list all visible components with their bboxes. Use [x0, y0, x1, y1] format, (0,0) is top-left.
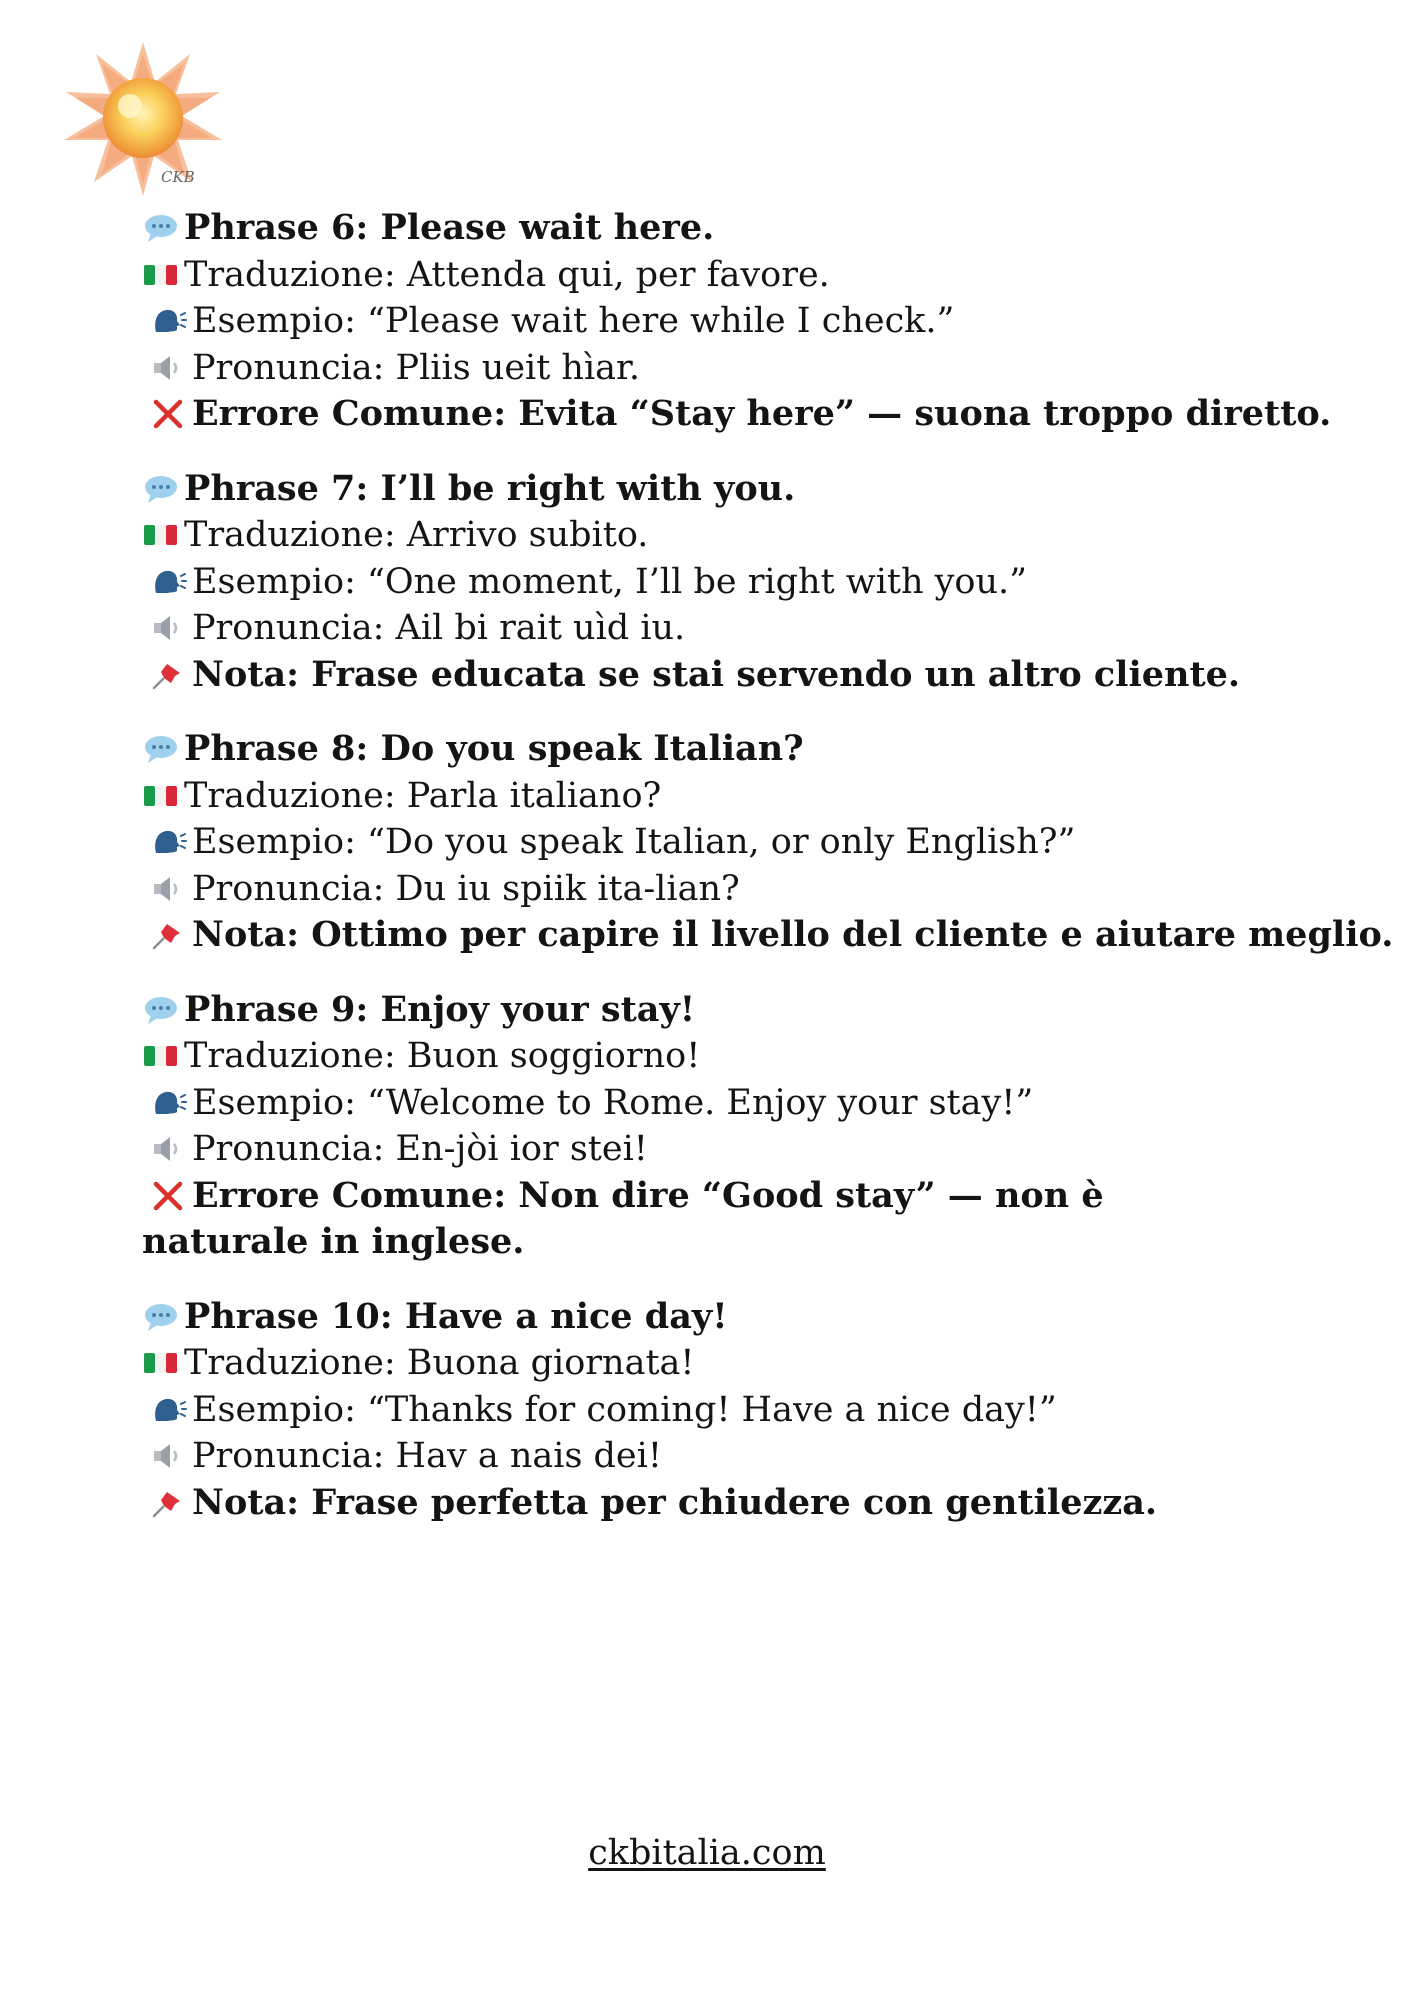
italian-flag-icon — [142, 781, 180, 811]
speaking-head-icon — [150, 306, 188, 336]
phrase-block-6 — [142, 205, 1332, 438]
translation-text: Traduzione: Parla italiano? — [184, 775, 662, 816]
cross-mark-icon — [150, 399, 188, 429]
phrase-block-10 — [142, 1294, 1272, 1527]
phrase-block-8 — [142, 726, 1394, 959]
phrase-title: Phrase 10: Have a nice day! — [184, 1295, 728, 1337]
speaking-head-icon — [150, 1088, 188, 1118]
pronunciation-line — [142, 1433, 1272, 1480]
pronunciation-line — [142, 1126, 1272, 1173]
translation-line — [142, 1340, 1272, 1387]
translation-text: Traduzione: Buona giornata! — [184, 1343, 695, 1383]
phrase-title-line — [142, 1294, 1272, 1341]
italian-flag-icon — [142, 1348, 180, 1378]
pronunciation-line — [142, 866, 1272, 913]
note-text: Nota: Ottimo per capire il livello del cliente e aiutare meglio. — [192, 914, 1394, 955]
footer — [0, 1830, 1414, 1876]
pushpin-icon — [150, 1488, 188, 1518]
note-line — [142, 912, 1394, 959]
phrase-list — [142, 205, 1394, 1554]
note-line — [142, 652, 1272, 699]
translation-text: Traduzione: Arrivo subito. — [184, 515, 649, 555]
phrase-title-line — [142, 205, 1272, 252]
speaker-icon — [150, 874, 188, 904]
speech-balloon-icon — [142, 474, 180, 504]
italian-flag-icon — [142, 1041, 180, 1071]
example-line — [142, 298, 1272, 345]
note-text: Nota: Frase perfetta per chiudere con gentilezza. — [192, 1481, 1158, 1523]
website-link[interactable]: ckbitalia.com — [588, 1833, 826, 1873]
example-text: Esempio: “Please wait here while I check.” — [192, 301, 955, 341]
speech-balloon-icon — [142, 734, 180, 764]
pushpin-icon — [150, 660, 188, 690]
speaking-head-icon — [150, 567, 188, 597]
translation-line — [142, 252, 1272, 299]
pronunciation-line — [142, 605, 1272, 652]
note-line — [142, 1480, 1272, 1527]
pronunciation-text: Pronuncia: Ail bi rait uìd iu. — [192, 608, 686, 648]
example-line — [142, 1387, 1272, 1434]
phrase-title: Phrase 6: Please wait here. — [184, 207, 715, 248]
pronunciation-text: Pronuncia: En-jòi ior stei! — [192, 1129, 648, 1169]
common-error-line — [142, 391, 1332, 438]
common-error-text: Errore Comune: Evita “Stay here” — suona troppo diretto. — [192, 393, 1332, 434]
translation-line — [142, 1033, 1272, 1080]
example-line — [142, 819, 1272, 866]
speaking-head-icon — [150, 1395, 188, 1425]
phrase-block-9 — [142, 987, 1272, 1266]
pronunciation-line — [142, 345, 1272, 392]
phrase-title: Phrase 8: Do you speak Italian? — [184, 728, 804, 769]
phrase-title: Phrase 9: Enjoy your stay! — [184, 988, 696, 1030]
phrase-title: Phrase 7: I’ll be right with you. — [184, 467, 796, 509]
speaking-head-icon — [150, 827, 188, 857]
speaker-icon — [150, 613, 188, 643]
phrase-title-line — [142, 987, 1272, 1034]
speech-balloon-icon — [142, 213, 180, 243]
translation-text: Traduzione: Buon soggiorno! — [184, 1036, 701, 1076]
pronunciation-text: Pronuncia: Hav a nais dei! — [192, 1436, 662, 1476]
speaker-icon — [150, 353, 188, 383]
speech-balloon-icon — [142, 995, 180, 1025]
phrase-title-line — [142, 466, 1272, 513]
italian-flag-icon — [142, 520, 180, 550]
speaker-icon — [150, 1441, 188, 1471]
cross-mark-icon — [150, 1181, 188, 1211]
phrase-title-line — [142, 726, 1272, 773]
example-line — [142, 1080, 1272, 1127]
example-text: Esempio: “Thanks for coming! Have a nice day!” — [192, 1389, 1057, 1430]
phrase-block-7 — [142, 466, 1272, 699]
example-text: Esempio: “One moment, I’ll be right with you.” — [192, 561, 1028, 602]
speech-balloon-icon — [142, 1302, 180, 1332]
common-error-text: Errore Comune: Non dire “Good stay” — non è naturale in inglese. — [142, 1174, 1104, 1262]
logo-text: CKB — [161, 168, 195, 186]
sun-logo — [58, 40, 228, 200]
note-text: Nota: Frase educata se stai servendo un altro cliente. — [192, 653, 1241, 695]
example-text: Esempio: “Welcome to Rome. Enjoy your stay!” — [192, 1082, 1034, 1123]
example-text: Esempio: “Do you speak Italian, or only English?” — [192, 822, 1076, 862]
example-line — [142, 559, 1272, 606]
pronunciation-text: Pronuncia: Du iu spiik ita-lian? — [192, 868, 740, 909]
italian-flag-icon — [142, 260, 180, 290]
pronunciation-text: Pronuncia: Pliis ueit hìar. — [192, 347, 641, 388]
common-error-line — [142, 1173, 1272, 1266]
pushpin-icon — [150, 920, 188, 950]
translation-text: Traduzione: Attenda qui, per favore. — [184, 254, 830, 295]
translation-line — [142, 773, 1272, 820]
speaker-icon — [150, 1134, 188, 1164]
translation-line — [142, 512, 1272, 559]
